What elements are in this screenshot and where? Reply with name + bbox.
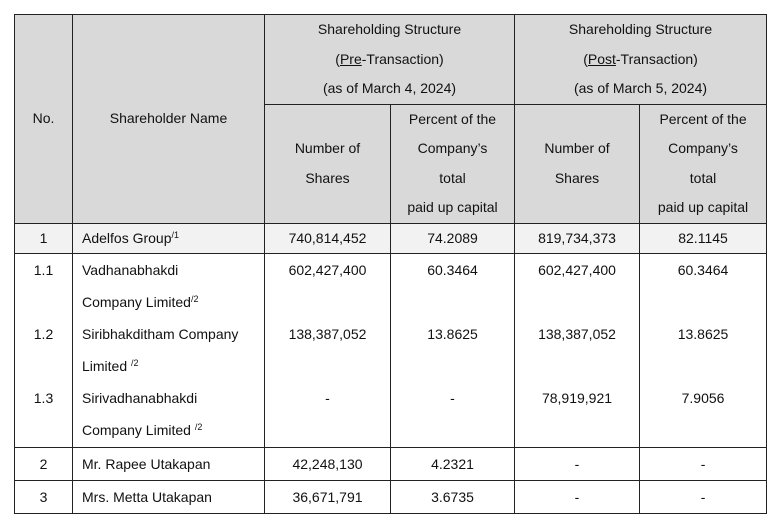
table-row: 1.1 Vadhanabhakdi Company Limited$^{/2}$ 602,427,400 60.3464 602,427,400 60.3464 [15,253,767,318]
table-row: 1.3 Sirivadhanabhakdi Company Limited $^{/2}$ - - 78,919,921 7.9056 [15,382,767,448]
header-post-percent: Percent of the Company’s total paid up capital [640,104,767,223]
header-shareholder-name: Shareholder Name [73,15,265,224]
header-pre-percent: Percent of the Company’s total paid up capital [391,104,515,223]
table-row: 1.2 Siribhakditham Company Limited $^{/2}$ 138,387,052 13.8625 138,387,052 13.8625 [15,318,767,382]
header-pre-transaction: Shareholding Structure (Pre-Transaction) (as of March 4, 2024) [265,15,515,105]
shareholding-table [14,14,767,514]
header-post-transaction: Shareholding Structure (Post-Transaction) (as of March 5, 2024) [515,15,767,105]
table-row: 1 Adelfos Group$^{/1}$ 740,814,452 74.2089 819,734,373 82.1145 [15,223,767,253]
table-row: 3 Mrs. Metta Utakapan 36,671,791 3.6735 - - [15,481,767,514]
header-post-number-of-shares: Number of Shares [515,104,640,223]
header-pre-number-of-shares: Number of Shares [265,104,391,223]
header-no: No. [15,15,73,224]
table-row: 2 Mr. Rapee Utakapan 42,248,130 4.2321 - - [15,448,767,481]
